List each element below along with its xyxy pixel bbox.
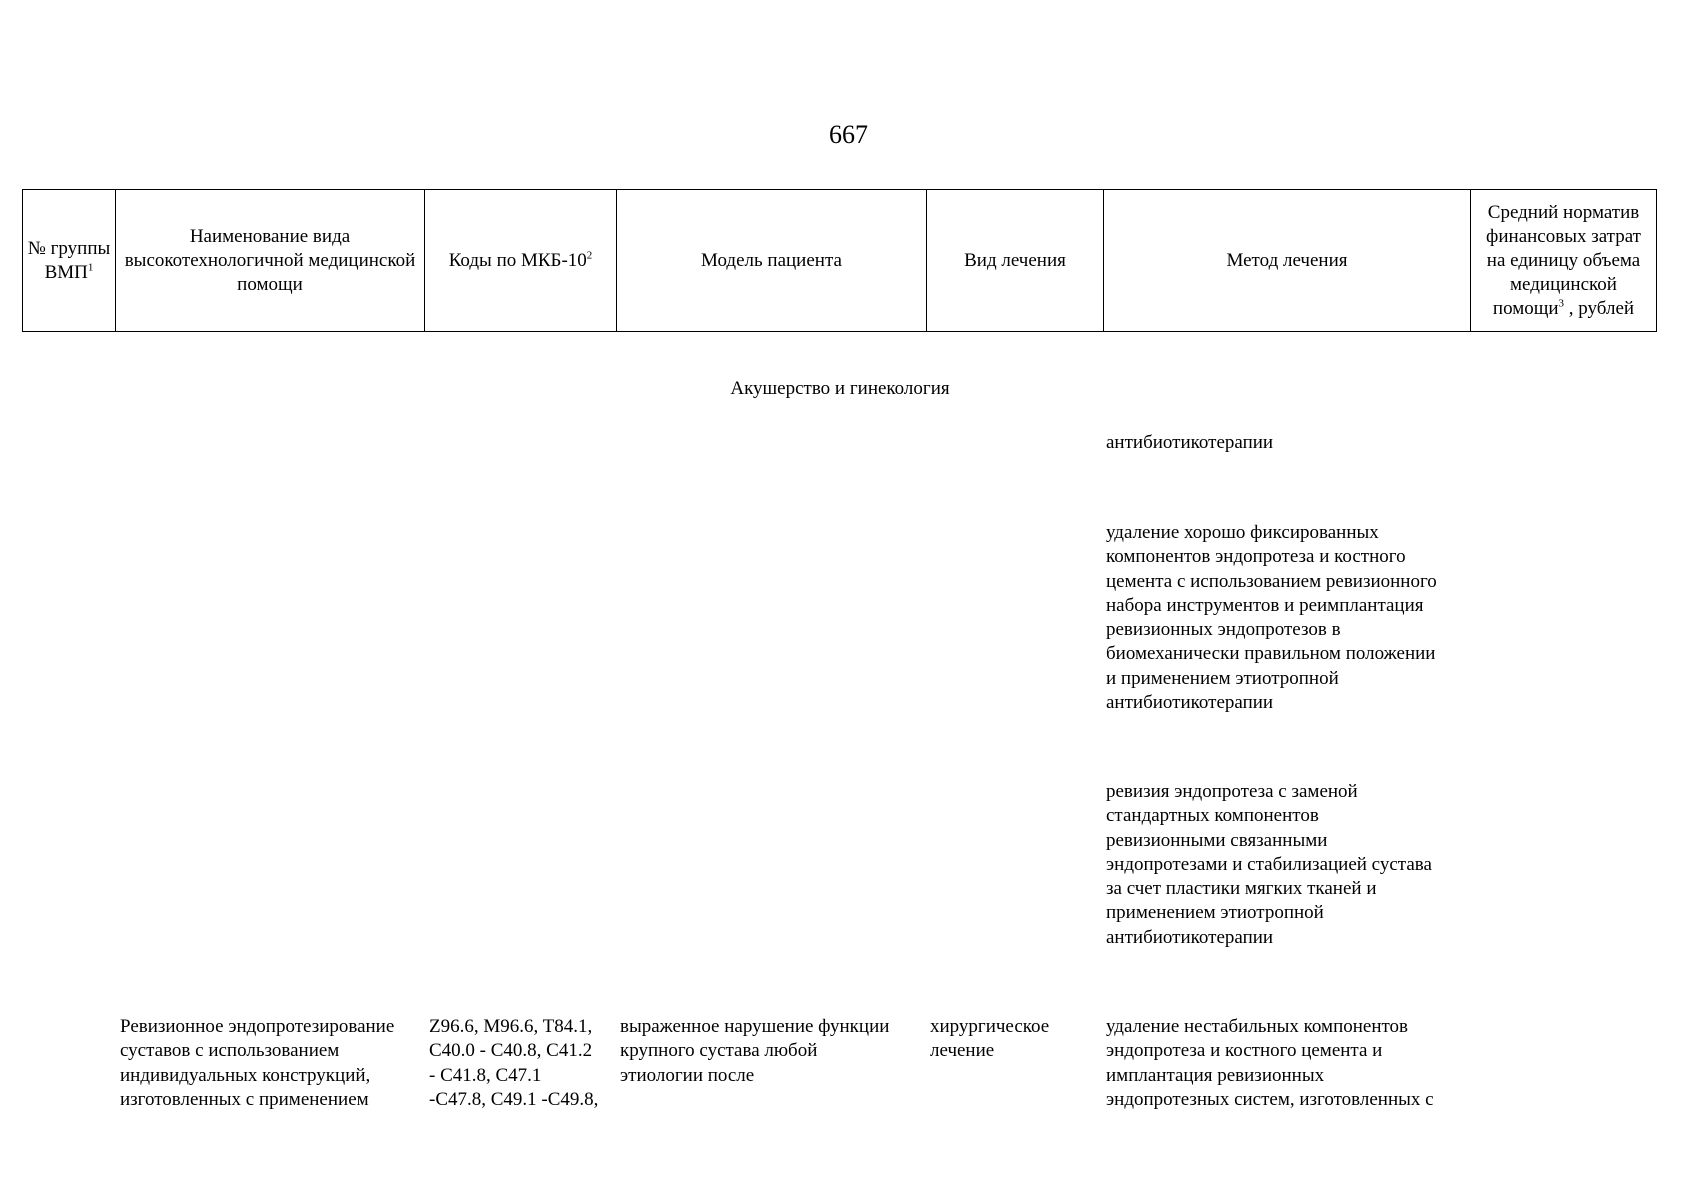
header-cell-method: Метод лечения xyxy=(1104,190,1471,332)
footnote-mark: 2 xyxy=(586,249,593,262)
footnote-mark: 1 xyxy=(87,261,94,274)
header-cost-label: Средний норматив финансовых затрат на единицу объема медицинской помощи xyxy=(1486,201,1641,319)
header-table xyxy=(22,189,1657,332)
header-group-number-label: № группы ВМП xyxy=(27,237,111,283)
section-title: Акушерство и гинекология xyxy=(730,378,950,399)
method-text-2: удаление хорошо фиксированных компонентов эндопротеза и костного цемента с использованием ревизионного набора инструментов и реимплантация ревизионных эндопротезов в биомеханически правильном положении и применением этиотропной антибиотикотерапии xyxy=(1106,522,1437,714)
row-codes: Z96.6, M96.6, T84.1, C40.0 - C40.8, C41.2 - C41.8, C47.1 -C47.8, C49.1 -C49.8, xyxy=(429,1016,599,1110)
method-text-3: ревизия эндопротеза с заменой стандартных компонентов ревизионными связанными эндопротезами и стабилизацией сустава за счет пластики мягких тканей и применением этиотропной антибиотикотерапии xyxy=(1106,781,1432,948)
page-number: 667 xyxy=(829,120,868,149)
row-method: удаление нестабильных компонентов эндопротеза и костного цемента и имплантация ревизионных эндопротезных систем, изготовленных с xyxy=(1106,1016,1434,1110)
header-cell-type: Вид лечения xyxy=(927,190,1104,332)
header-cell-group-number xyxy=(23,190,116,332)
footnote-mark: 3 xyxy=(1558,297,1565,310)
row-model: выраженное нарушение функции крупного сустава любой этиологии после xyxy=(620,1016,890,1086)
header-cell-codes xyxy=(425,190,617,332)
header-cost-tail: , рублей xyxy=(1564,297,1635,319)
header-cell-name: Наименование вида высокотехнологичной медицинской помощи xyxy=(116,190,425,332)
row-treatment-type: хирургическое лечение xyxy=(930,1016,1050,1062)
row-name: Ревизионное эндопротезирование суставов с использованием индивидуальных конструкций, изготовленных с применением xyxy=(120,1016,395,1110)
header-codes-label: Коды по МКБ-10 xyxy=(448,249,587,271)
header-cell-model: Модель пациента xyxy=(617,190,927,332)
method-text-1: антибиотикотерапии xyxy=(1106,432,1274,453)
header-cell-cost xyxy=(1471,190,1657,332)
